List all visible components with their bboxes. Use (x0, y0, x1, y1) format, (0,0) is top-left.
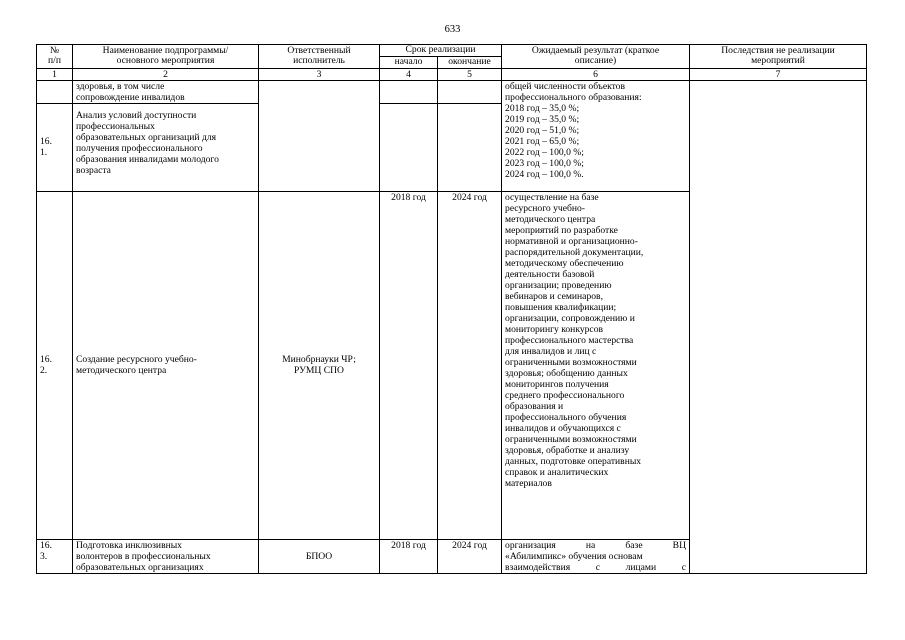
col-number-4: 4 (380, 68, 438, 80)
cont-executor-cell (259, 80, 380, 191)
row-16-2-start: 2018 год (380, 191, 438, 539)
row-16-3-name: Подготовка инклюзивных волонтеров в профессиональных образовательных организациях (73, 539, 259, 573)
row-16-1-start (380, 103, 438, 191)
header-row-1 (37, 45, 867, 57)
row-16-2-name: Создание ресурсного учебно- методического центра (73, 191, 259, 539)
table-row (37, 80, 867, 103)
col-number-2: 2 (73, 68, 259, 80)
header-period: Срок реализации (380, 45, 502, 57)
program-table (36, 44, 867, 574)
cont-name-cell: здоровья, в том числе сопровождение инвалидов (73, 80, 259, 103)
row-16-1-num: 16. 1. (37, 103, 73, 191)
col-number-3: 3 (259, 68, 380, 80)
row-16-3-start: 2018 год (380, 539, 438, 573)
cont-result-cell: общей численности объектов профессионального образования: 2018 год – 35,0 %; 2019 год – 35,0 %; 2020 год – 51,0 %; 2021 год – 65,0 %; 2022 год – 100,0 %; 2023 год – 100,0 %; 2024 год – 100,0 %. (502, 80, 690, 191)
col-number-6: 6 (502, 68, 690, 80)
row-16-2-executor: Минобрнауки ЧР; РУМЦ СПО (259, 191, 380, 539)
row-16-2-end: 2024 год (438, 191, 502, 539)
header-name: Наименование подпрограммы/ основного мероприятия (73, 45, 259, 69)
header-executor: Ответственный исполнитель (259, 45, 380, 69)
col-number-5: 5 (438, 68, 502, 80)
column-number-row (37, 68, 867, 80)
row-16-3-result-line-2: «Абилимпикс» обучения основам (505, 550, 643, 562)
row-16-3-result (502, 539, 690, 573)
row-16-2-num: 16. 2. (37, 191, 73, 539)
col-number-1: 1 (37, 68, 73, 80)
row-16-2-result: осуществление на базе ресурсного учебно- методического центра мероприятий по разработке нормативной и организационно- распорядительной документации, методическому обеспечению деятельности базовой организации; проведению вебинаров и семинаров, повышения квалификации; организации, сопровождению и мониторингу конкурсов профессионального мастерства для инвалидов и лиц с ограниченными возможностями здоровья; обобщению данных мониторингов получения среднего профессионального образования и профессионального обучения инвалидов и обучающихся с ограниченными возможностями здоровья, обработке и анализу данных, подготовке оперативных справок и аналитических материалов (502, 191, 690, 539)
cont-end-cell (438, 80, 502, 103)
col-number-7: 7 (690, 68, 867, 80)
header-num: № п/п (37, 45, 73, 69)
header-end: окончание (438, 57, 502, 69)
header-start: начало (380, 57, 438, 69)
header-result: Ожидаемый результат (краткое описание) (502, 45, 690, 69)
consequences-cell (690, 80, 867, 573)
cont-start-cell (380, 80, 438, 103)
row-16-1-end (438, 103, 502, 191)
page-number: 633 (444, 24, 461, 35)
row-16-3-result-line-1: организация на базе ВЦ (505, 539, 687, 551)
row-16-3-end: 2024 год (438, 539, 502, 573)
row-16-1-name: Анализ условий доступности профессиональных образовательных организаций для получения профессионального образования инвалидами молодого возраста (73, 103, 259, 191)
header-consequences: Последствия не реализации мероприятий (690, 45, 867, 69)
row-16-3-executor: БПОО (259, 539, 380, 573)
row-16-3-result-line-3: взаимодействия с лицами с (505, 561, 687, 573)
cont-num-cell (37, 80, 73, 103)
row-16-3-num: 16. 3. (37, 539, 73, 573)
